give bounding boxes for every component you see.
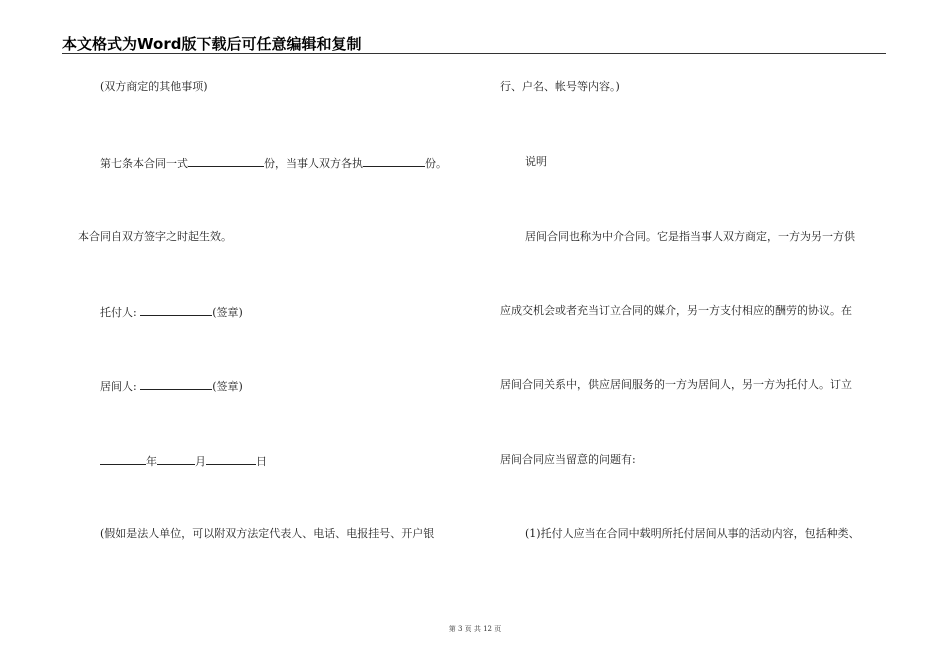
document-header-title: 本文格式为Word版下载后可任意编辑和复制 bbox=[62, 35, 362, 53]
broker-seal-label: (签章) bbox=[212, 380, 243, 393]
entrustor-signature-line bbox=[100, 304, 243, 320]
date-day-label: 日 bbox=[256, 455, 267, 468]
entrustor-label: 托付人: bbox=[100, 306, 137, 319]
year-blank bbox=[100, 453, 146, 465]
header-divider bbox=[62, 53, 886, 54]
left-line-legal-entity: (假如是法人单位，可以附双方法定代表人、电话、电报挂号、开户银 bbox=[100, 527, 435, 540]
copies-clause-middle: 份，当事人双方各执 bbox=[264, 157, 363, 170]
left-line-effective: 本合同自双方签字之时起生效。 bbox=[78, 230, 232, 243]
right-line-explanation-heading: 说明 bbox=[525, 155, 547, 168]
date-month-label: 月 bbox=[195, 455, 206, 468]
right-line-account-info: 行、户名、帐号等内容。) bbox=[500, 80, 620, 93]
date-year-label: 年 bbox=[146, 455, 157, 468]
right-line-issue-1: (1)托付人应当在合同中载明所托付居间从事的活动内容，包括种类、 bbox=[525, 527, 860, 540]
broker-signature-line bbox=[100, 378, 243, 394]
date-line bbox=[100, 453, 267, 469]
right-line-definition-1: 居间合同也称为中介合同。它是指当事人双方商定，一方为另一方供 bbox=[525, 230, 855, 243]
page-number-footer: 第 3 页 共 12 页 bbox=[448, 625, 502, 633]
broker-label: 居间人: bbox=[100, 380, 137, 393]
entrustor-signature-blank bbox=[140, 304, 212, 316]
left-line-other-matters: (双方商定的其他事项) bbox=[100, 80, 208, 93]
right-line-definition-3: 居间合同关系中，供应居间服务的一方为居间人，另一方为托付人。订立 bbox=[500, 378, 852, 391]
copies-each-blank bbox=[363, 155, 425, 167]
broker-signature-blank bbox=[140, 378, 212, 390]
entrustor-seal-label: (签章) bbox=[212, 306, 243, 319]
right-line-definition-2: 应成交机会或者充当订立合同的媒介，另一方支付相应的酬劳的协议。在 bbox=[500, 304, 852, 317]
day-blank bbox=[206, 453, 256, 465]
copies-clause-prefix: 第七条本合同一式 bbox=[100, 157, 188, 170]
right-line-issues-heading: 居间合同应当留意的问题有: bbox=[500, 453, 636, 466]
month-blank bbox=[157, 453, 195, 465]
left-line-copies-clause bbox=[100, 155, 447, 171]
copies-total-blank bbox=[188, 155, 264, 167]
copies-clause-suffix: 份。 bbox=[425, 157, 447, 170]
